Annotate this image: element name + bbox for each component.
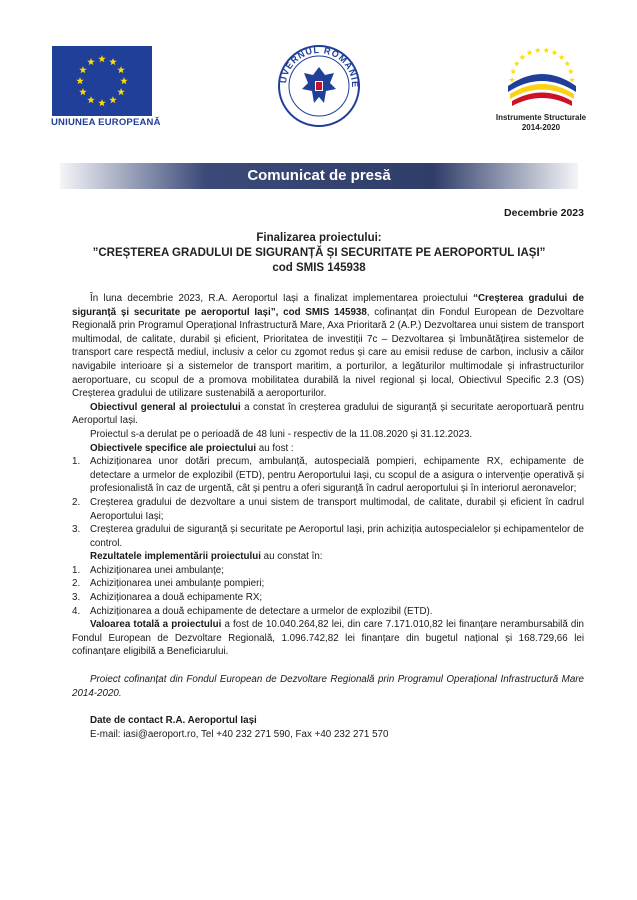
results-label: Rezultatele implementării proiectului <box>90 551 261 563</box>
list-text: Achiziționarea unei ambulanțe pompieri; <box>90 578 265 590</box>
intro-text-1: În luna decembrie 2023, R.A. Aeroportul Iași a finalizat implementarea proiectului <box>90 293 474 304</box>
is-label-line1: Instrumente Structurale <box>495 113 587 122</box>
list-text: Achiziționarea a două echipamente de detectare a urmelor de explozibil (ETD). <box>90 605 433 617</box>
is-star-icon <box>559 54 565 60</box>
disclaimer <box>72 673 584 700</box>
eu-flag-logo <box>52 46 152 126</box>
list-number: 3. <box>72 524 81 536</box>
is-star-icon <box>568 68 574 74</box>
general-objective-paragraph <box>72 401 584 428</box>
press-release-banner <box>60 163 578 189</box>
specific-objectives-suffix: au fost : <box>256 442 294 454</box>
duration-paragraph: Proiectul s-a derulat pe o perioadă de 48 luni - respectiv de la 11.08.2020 și 31.12.2023. <box>90 428 473 440</box>
list-text: Achiziționarea a două echipamente RX; <box>90 592 263 604</box>
government-seal-logo <box>278 45 360 127</box>
banner-title: Comunicat de presă <box>247 167 391 184</box>
is-star-icon <box>510 68 516 74</box>
contact-line: E-mail: iasi@aeroport.ro, Tel +40 232 271 590, Fax +40 232 271 570 <box>90 728 389 740</box>
results-heading <box>72 550 584 564</box>
list-text: Creșterea gradului de siguranță și securitate pe Aeroportul Iași, prin achiziția autospecialelor și echipamentelor de control. <box>90 524 584 549</box>
is-star-icon <box>526 50 532 56</box>
specific-objectives-heading <box>72 442 584 456</box>
list-number: 4. <box>72 605 81 617</box>
disclaimer-text: Proiect cofinanțat din Fondul European de Dezvoltare Regională prin Programul Operațional Infrastructură Mare 2014-2020. <box>72 674 584 699</box>
is-star-icon <box>535 47 541 53</box>
is-star-icon <box>569 77 575 83</box>
list-number: 1. <box>72 564 81 576</box>
specific-objectives-list <box>72 455 584 550</box>
list-text: Achiziționarea unei ambulanțe; <box>90 564 224 576</box>
document-body <box>72 292 584 741</box>
general-objective-text: a constat în creșterea gradului de siguranță și securitate aeroportuară pentru Aeroportul Iași. <box>72 401 585 427</box>
is-star-icon <box>551 50 557 56</box>
headline-line2: ”CREȘTEREA GRADULUI DE SIGURANȚĂ ȘI SECURITATE PE AEROPORTUL IAȘI” <box>92 247 546 259</box>
structural-instruments-logo <box>502 42 582 112</box>
intro-text-2: , cofinanțat din Fondul European de Dezvoltare Regională prin Programul Operațional Infrastructură Mare, Axa Prioritară 2 (A.P.) Dezvoltarea unui sistem de transport multimodal, de calitate, durabil și eficient, Prioritatea de investiții 7c – Dezvoltarea și îmbunătățirea sistemelor de transport care respectă mediul, inclusiv a celor cu zgomot redus și care au emisii reduse de carbon, inclusiv a căilor navigabile interioare și a sistemelor de transport maritim, a porturilor, a legăturilor multimodale și infrastructurilor aeroportuare, cu scopul de a promova mobilitatea durabilă la nivel regional și local, Obiectivul Specific 2.3 (OS) Creșterea gradului de utilizare sustenabilă a aeroporturilor. <box>72 306 584 400</box>
general-objective-label: Obiectivul general al proiectului <box>90 401 241 413</box>
total-value-paragraph <box>72 618 584 659</box>
list-item <box>72 591 584 605</box>
structural-instruments-label <box>486 113 596 133</box>
is-star-icon <box>514 61 520 67</box>
list-item <box>72 523 584 550</box>
headline-line3: cod SMIS 145938 <box>272 262 366 274</box>
list-item <box>72 577 584 591</box>
headline <box>60 231 578 276</box>
headline-line1: Finalizarea proiectului: <box>256 232 382 244</box>
project-name: “Creșterea gradului de siguranță și securitate pe aeroportul Iași”, cod SMIS 145938 <box>72 293 584 318</box>
specific-objectives-label: Obiectivele specifice ale proiectului <box>90 442 257 454</box>
list-item <box>72 605 584 619</box>
is-star-icon <box>543 47 549 53</box>
results-suffix: au constat în: <box>260 551 323 563</box>
list-number: 2. <box>72 496 81 508</box>
results-list <box>72 564 584 618</box>
list-number: 1. <box>72 456 81 468</box>
contact-title-text: Date de contact R.A. Aeroportul Iași <box>90 715 257 727</box>
total-value-label: Valoarea totală a proiectului <box>90 619 222 631</box>
total-value-text: a fost de 10.040.264,82 lei, din care 7.171.010,82 lei finanțare nerambursabilă din Fondul European de Dezvoltare Regională, 1.096.742,82 lei finanțare din bugetul național și 168.729,66 lei cofinanțare eligibilă a Beneficiarului. <box>72 619 585 658</box>
is-star-icon <box>519 54 525 60</box>
is-star-icon <box>564 61 570 67</box>
list-text: Creșterea gradului de dezvoltare a unui sistem de transport multimodal, de calitate, durabil și eficient în cadrul Aeroportului Iași; <box>90 496 584 522</box>
release-date: Decembrie 2023 <box>504 207 584 219</box>
list-item <box>72 564 584 578</box>
list-number: 2. <box>72 578 81 590</box>
list-number: 3. <box>72 592 81 604</box>
is-star-icon <box>509 77 515 83</box>
contact-title <box>72 714 584 728</box>
is-label-line2: 2014-2020 <box>521 123 561 132</box>
intro-paragraph <box>72 292 584 401</box>
list-item <box>72 496 584 523</box>
gov-logo-text: UVERNUL ROMÂNIE <box>278 45 360 89</box>
list-text: Achiziționarea unor dotări precum, ambulanță, autospecială pompieri, echipamente RX, echipamente de detectare a urmelor de explozibil (ETD), pentru Aeroportului Iași, cu scopul de a asigura o intervenție operativă și profesionalistă în caz de urgentă, cât și pentru a oferi siguranță în cadrul aeroportului și în interiorul aeronavelor; <box>90 456 584 495</box>
eu-label: UNIUNEA EUROPEANĂ <box>51 117 161 128</box>
list-item <box>72 455 584 496</box>
